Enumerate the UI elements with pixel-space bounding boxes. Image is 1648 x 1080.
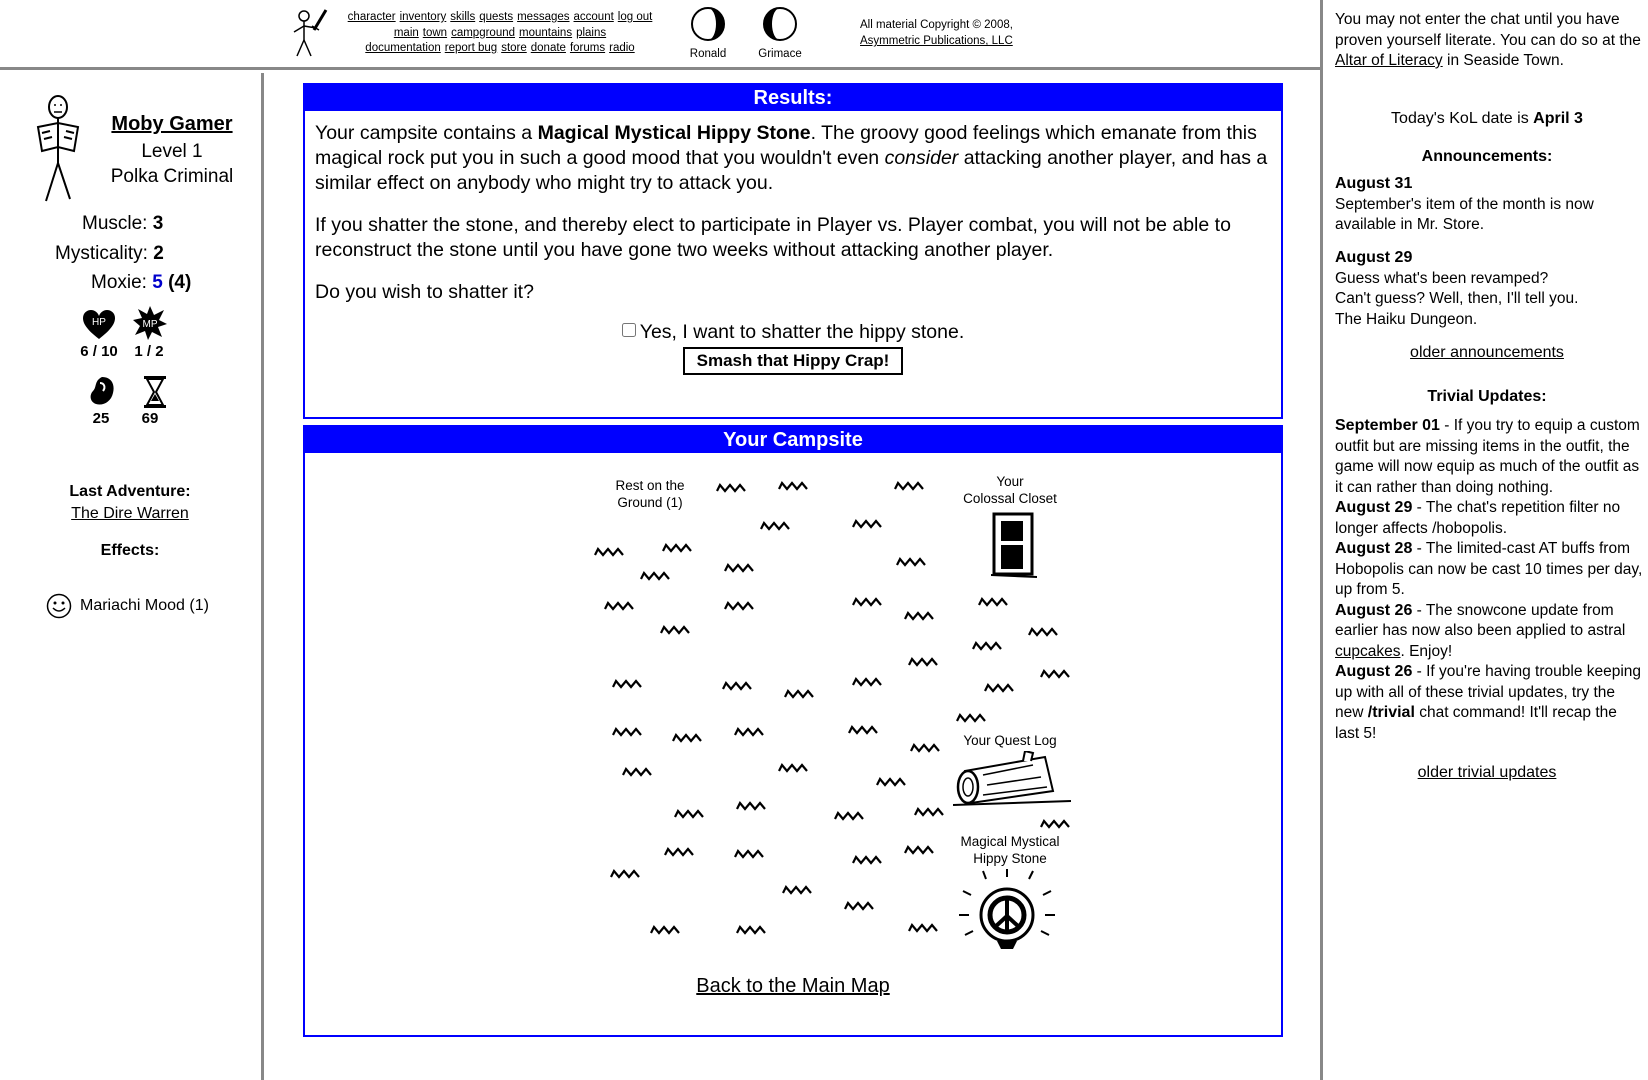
update-text: - The snowcone update from earlier has now also been applied to astral (1335, 601, 1626, 639)
grass-tuft-icon (665, 849, 693, 855)
announcement-item (1335, 174, 1645, 236)
update-text: - If you're having trouble keeping up with all of these trivial updates, try the new (1335, 663, 1642, 721)
update-date: August 28 (1335, 540, 1413, 557)
grass-tuft-icon (877, 779, 905, 785)
grass-tuft-icon (905, 613, 933, 619)
trivial-updates-heading: Trivial Updates: (1427, 388, 1547, 405)
update-date: September 01 (1335, 417, 1440, 434)
nav-link-town[interactable]: town (422, 26, 448, 39)
stat-value: 3 (152, 213, 164, 234)
character-class: Polka Criminal (110, 166, 234, 187)
nav-link-plains[interactable]: plains (576, 26, 607, 39)
top-nav-row-1 (330, 10, 670, 26)
grass-tuft-icon (985, 685, 1013, 691)
grass-tuft-icon (735, 851, 763, 857)
nav-link-inventory[interactable]: inventory (399, 11, 447, 23)
label-line: Your (996, 474, 1024, 489)
nav-link-account[interactable]: account (573, 11, 614, 23)
announcement-text: Guess what's been revamped? (1335, 269, 1549, 287)
chat-literacy-message (1335, 10, 1641, 72)
mp-star-icon (132, 305, 168, 341)
grass-tuft-icon (957, 715, 985, 721)
character-name-link[interactable]: Moby Gamer (111, 113, 233, 135)
grass-tuft-icon (761, 523, 789, 529)
stat-label: Mysticality: (55, 243, 148, 264)
hippy-stone-label[interactable] (945, 833, 1075, 867)
text-span: Your campsite contains a (315, 122, 538, 144)
character-pane (0, 73, 264, 1080)
campsite-grass-map (305, 453, 1281, 973)
back-to-main-map-link[interactable]: Back to the Main Map (696, 975, 890, 997)
colossal-closet-label[interactable] (945, 473, 1075, 507)
nav-link-messages[interactable]: messages (517, 11, 570, 23)
grass-tuft-icon (783, 887, 811, 893)
grass-tuft-icon (673, 735, 701, 741)
grass-tuft-icon (905, 847, 933, 853)
nav-link-campground[interactable]: campground (451, 26, 516, 39)
grass-tuft-icon (623, 769, 651, 775)
mp-value: 1 / 2 (134, 343, 164, 360)
effect-name: Mariachi Mood (1) (80, 597, 209, 614)
grass-tuft-icon (661, 627, 689, 633)
grass-tuft-icon (737, 927, 765, 933)
announcement-item (1335, 248, 1645, 330)
trivial-update-item (1335, 498, 1645, 539)
grass-tuft-icon (613, 681, 641, 687)
date-value: April 3 (1533, 110, 1583, 127)
grass-tuft-icon (853, 521, 881, 527)
top-menu-bar (0, 0, 1320, 70)
grass-tuft-icon (909, 659, 937, 665)
date-label: Today's KoL date is (1391, 110, 1534, 127)
older-trivial-container (1323, 764, 1648, 782)
copyright-company-link[interactable]: Asymmetric Publications, LLC (860, 35, 1013, 47)
campsite-header: Your Campsite (305, 427, 1281, 453)
hp-icon-text: HP (92, 317, 106, 328)
top-nav-row-3 (330, 41, 670, 57)
rest-on-ground-label[interactable] (595, 477, 705, 511)
grass-tuft-icon (909, 925, 937, 931)
announcement-text: September's item of the month is now available in Mr. Store. (1335, 195, 1594, 233)
smiley-face-icon[interactable] (46, 593, 72, 619)
older-announcements-link[interactable]: older announcements (1410, 344, 1564, 361)
effect-item[interactable] (46, 593, 209, 619)
announcement-text: The Haiku Dungeon. (1335, 310, 1478, 328)
text-span: attacking another player, and has a similar effect on anybody who might try to attack you. (315, 147, 1268, 194)
older-trivial-updates-link[interactable]: older trivial updates (1417, 764, 1557, 781)
moon-label: Ronald (689, 48, 727, 60)
grass-tuft-icon (1041, 821, 1069, 827)
grass-tuft-icon (613, 729, 641, 735)
update-text: - The limited-cast AT buffs from Hobopolis can now be cast 10 times per day, up from 5. (1335, 540, 1643, 598)
nav-link-character[interactable]: character (347, 11, 396, 23)
grass-tuft-icon (849, 727, 877, 733)
grass-tuft-icon (1029, 629, 1057, 635)
grass-tuft-icon (605, 603, 633, 609)
grass-tuft-icon (651, 927, 679, 933)
nav-link-store[interactable]: store (501, 42, 527, 54)
chat-pane (1320, 0, 1648, 1080)
text-span: . The groovy good feelings which emanate from this magical rock put you in such a good mood that you wouldn't even (315, 122, 1257, 169)
hourglass-icon (142, 375, 168, 409)
nav-link-forums[interactable]: forums (569, 42, 606, 54)
nav-link-mountains[interactable]: mountains (519, 26, 573, 39)
last-adventure-link (0, 505, 260, 523)
announcement-date: August 31 (1335, 175, 1413, 192)
older-announcements-container (1323, 344, 1648, 362)
update-date: August 26 (1335, 601, 1413, 619)
item-name: Magical Mystical Hippy Stone (537, 122, 811, 144)
grass-tuft-icon (845, 903, 873, 909)
grass-tuft-icon (853, 857, 881, 863)
meat-icon (88, 375, 116, 407)
shatter-confirm-label[interactable] (622, 321, 964, 343)
grass-tuft-icon (725, 565, 753, 571)
label-line: Rest on the (615, 478, 685, 493)
grass-tuft-icon (641, 573, 669, 579)
results-paragraph-2: If you shatter the stone, and thereby elect to participate in Player vs. Player combat, you will not be able to reconstruct the stone until you have gone two weeks without attacking another player. (315, 214, 1231, 261)
smash-stone-button[interactable]: Smash that Hippy Crap! (683, 347, 904, 375)
moon-phase-icon (762, 6, 798, 42)
label-line: Colossal Closet (963, 491, 1057, 506)
update-text: - If you try to equip a custom outfit but are missing items in the outfit, the game will now equip as much of the outfit as it can rather than doing nothing. (1335, 417, 1640, 496)
stat-value: 5 (152, 272, 163, 293)
adventures-value: 69 (141, 410, 159, 427)
grass-tuft-icon (725, 603, 753, 609)
nav-link-main[interactable]: main (393, 26, 419, 39)
stat-base-value: (4) (168, 272, 192, 293)
update-text: . Enjoy! (1400, 642, 1453, 660)
effects-label: Effects: (100, 542, 160, 559)
results-box (303, 83, 1283, 419)
nav-link-documentation[interactable]: documentation (365, 42, 441, 54)
grass-tuft-icon (915, 809, 943, 815)
grass-tuft-icon (853, 599, 881, 605)
grass-tuft-icon (1041, 671, 1069, 677)
stat-label: Moxie: (91, 272, 147, 293)
label-line: Magical Mystical (960, 834, 1060, 849)
grass-tuft-icon (835, 813, 863, 819)
hp-value: 6 / 10 (80, 343, 118, 360)
shatter-confirm-checkbox[interactable] (622, 323, 636, 337)
announcement-text: Can't guess? Well, then, I'll tell you. (1335, 290, 1579, 307)
copyright-line: All material Copyright © 2008, (860, 19, 1013, 31)
nav-link-quests[interactable]: quests (479, 11, 514, 23)
grass-tuft-icon (675, 811, 703, 817)
nav-link-report-bug[interactable]: report bug (444, 42, 498, 54)
altar-of-literacy-link[interactable]: Altar of Literacy (1335, 52, 1443, 69)
text-span: You may not enter the chat until you have proven yourself literate. You can do so at the (1335, 11, 1641, 49)
nav-link-radio[interactable]: radio (609, 42, 635, 54)
announcements-heading: Announcements: (1421, 148, 1553, 165)
results-header: Results: (305, 85, 1281, 111)
label-line: Hippy Stone (973, 851, 1047, 866)
closet-door-icon[interactable] (991, 511, 1037, 579)
trivial-update-item (1335, 601, 1645, 663)
character-level: Level 1 (141, 141, 203, 162)
grass-tuft-icon (979, 599, 1007, 605)
stat-moxie (91, 272, 191, 294)
trivial-update-item (1335, 416, 1645, 498)
trivial-update-item (1335, 662, 1645, 744)
grass-tuft-icon (735, 729, 763, 735)
checkbox-label-text: Yes, I want to shatter the hippy stone. (639, 321, 965, 343)
moon-ronald (673, 6, 743, 60)
grass-tuft-icon (723, 683, 751, 689)
chat-command: /trivial (1367, 704, 1415, 721)
cupcakes-link[interactable]: cupcakes (1335, 642, 1401, 660)
log-quest-log-icon[interactable] (953, 751, 1073, 807)
update-date: August 29 (1335, 499, 1413, 516)
moon-grimace (745, 6, 815, 60)
quest-log-label[interactable]: Your Quest Log (963, 733, 1057, 748)
grass-tuft-icon (779, 765, 807, 771)
trivial-updates-list (1335, 416, 1645, 744)
update-text: chat command! It'll recap the last 5! (1335, 704, 1617, 742)
peace-sign-stone-icon[interactable] (957, 869, 1057, 951)
grass-tuft-icon (911, 745, 939, 751)
moon-label: Grimace (758, 48, 802, 60)
update-text: - The chat's repetition filter no longer affects /hobopolis. (1335, 499, 1621, 537)
stat-value: 2 (153, 243, 164, 264)
stat-label: Muscle: (82, 213, 148, 234)
grass-tuft-icon (717, 485, 745, 491)
grass-tuft-icon (897, 559, 925, 565)
grass-tuft-icon (663, 545, 691, 551)
text-span: in Seaside Town. (1442, 52, 1564, 69)
grass-tuft-icon (737, 803, 765, 809)
grass-tuft-icon (785, 691, 813, 697)
update-date: August 26 (1335, 663, 1413, 680)
grass-tuft-icon (595, 549, 623, 555)
emphasis-text: consider (884, 147, 959, 169)
label-line: Ground (1) (617, 495, 683, 510)
back-to-main-map-container (305, 975, 1281, 998)
top-nav-links (330, 10, 670, 57)
grass-tuft-icon (611, 871, 639, 877)
main-pane (267, 73, 1320, 1080)
announcement-date: August 29 (1335, 249, 1413, 266)
kol-date (1323, 110, 1648, 128)
hp-heart-icon (82, 309, 116, 341)
results-paragraph-1 (315, 121, 1271, 196)
nav-link-logout[interactable]: log out (617, 11, 653, 23)
results-question: Do you wish to shatter it? (315, 281, 534, 303)
trivial-update-item (1335, 539, 1645, 601)
last-adventure-label: Last Adventure: (69, 483, 191, 500)
top-nav-row-2 (330, 26, 670, 42)
campsite-box (303, 425, 1283, 1037)
results-content (305, 111, 1281, 385)
character-avatar[interactable] (32, 93, 92, 205)
mp-icon-text: MP (142, 319, 158, 330)
grass-tuft-icon (853, 679, 881, 685)
nav-link-donate[interactable]: donate (530, 42, 566, 54)
copyright-notice (860, 17, 1013, 49)
last-adventure-location[interactable]: The Dire Warren (71, 505, 189, 522)
grass-tuft-icon (973, 643, 1001, 649)
grass-tuft-icon (895, 483, 923, 489)
nav-link-skills[interactable]: skills (450, 11, 476, 23)
stat-muscle (82, 213, 163, 235)
grass-tuft-icon (779, 483, 807, 489)
stat-mysticality (55, 243, 164, 265)
character-level-class (100, 139, 244, 189)
meat-value: 25 (92, 410, 110, 427)
moon-phase-icon (690, 6, 726, 42)
shatter-confirm-row (315, 320, 1271, 375)
